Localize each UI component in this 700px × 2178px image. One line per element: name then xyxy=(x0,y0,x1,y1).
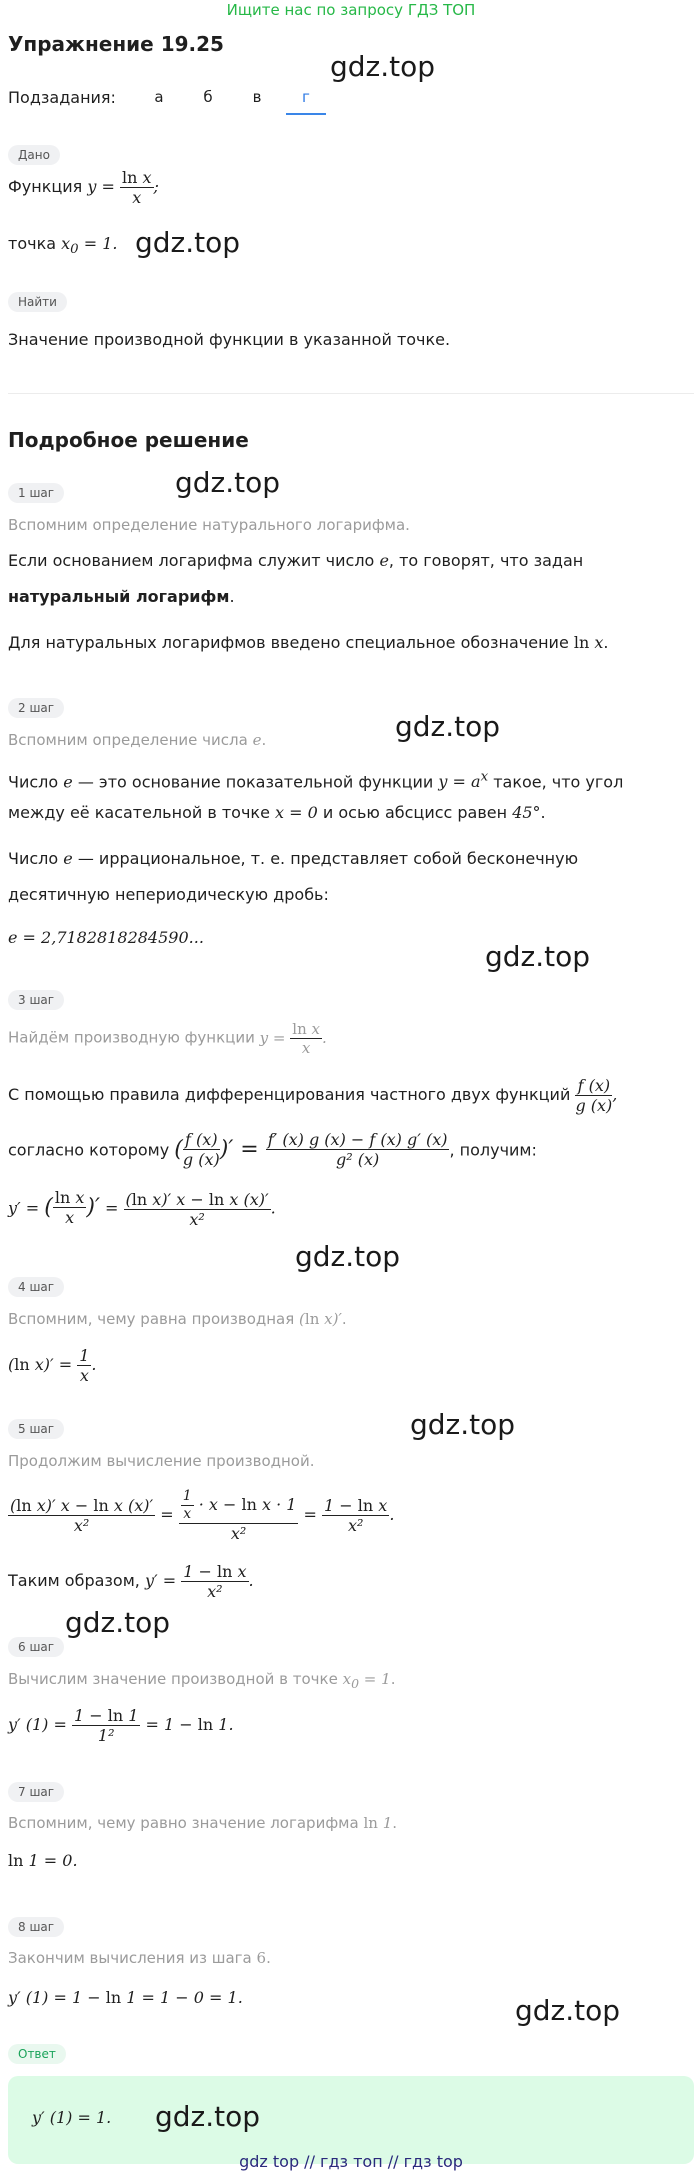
given-point: точка $x_0 = 1$. xyxy=(8,234,118,258)
step-5-thus: Таким образом, y′ = $\frac{\text{1 − ln x}}{\text{x²}}$ . xyxy=(8,1562,254,1602)
given-chip: Дано xyxy=(8,145,60,165)
step-5-chip: 5 шаг xyxy=(8,1419,64,1439)
watermark: gdz.top xyxy=(515,1994,621,2027)
step-8-chip: 8 шаг xyxy=(8,1917,64,1937)
step-2-p1: Число e — это основание показательной функции $y = a^x$ такое, что угол xyxy=(8,770,624,792)
subtask-tabs xyxy=(8,82,694,116)
step-2-p2: между её касательной в точке x = 0 и осью абсцисс равен 45°. xyxy=(8,803,546,822)
e-value: e = 2,7182818284590... xyxy=(8,928,204,947)
tab-b[interactable]: б xyxy=(203,88,213,106)
step-8-formula: y′ (1) = 1 − ln 1 = 1 − 0 = 1. xyxy=(8,1988,243,2007)
step-3-hint: Найдём производную функции y = $\frac{\text{ln x}}{x}$ . xyxy=(8,1020,327,1057)
step-3-p2: согласно которому ( $\frac{f (x)}{g (x)}$ )′ = $\frac{f' (x) g (x) - f (x) g' (x)}{\text{g² (x)}}$ , получим: xyxy=(8,1130,537,1170)
step-2-p3: Число e — иррациональное, т. е. представляет собой бесконечную xyxy=(8,849,579,868)
watermark: gdz.top xyxy=(135,226,241,259)
step-7-hint: Вспомним, чему равно значение логарифма ln 1. xyxy=(8,1814,398,1832)
answer-box xyxy=(8,2076,694,2164)
step-2-hint: Вспомним определение числа e. xyxy=(8,731,267,749)
step-4-chip: 4 шаг xyxy=(8,1277,64,1297)
step-4-hint: Вспомним, чему равна производная (ln x)′. xyxy=(8,1310,347,1328)
watermark: gdz.top xyxy=(410,1408,516,1441)
watermark: gdz.top xyxy=(485,940,591,973)
subtasks-label: Подзадания: xyxy=(8,88,116,107)
active-tab-indicator xyxy=(286,113,326,115)
step-1-p2: Для натуральных логарифмов введено специальное обозначение ln x. xyxy=(8,633,609,652)
step-1-p1: Если основанием логарифма служит число e, то говорят, что задан xyxy=(8,551,584,570)
answer-formula: y′ (1) = 1. xyxy=(32,2108,112,2127)
find-chip: Найти xyxy=(8,292,67,312)
step-1-chip: 1 шаг xyxy=(8,483,64,503)
tab-a[interactable]: а xyxy=(154,88,164,106)
watermark: gdz.top xyxy=(330,50,436,83)
watermark: gdz.top xyxy=(175,466,281,499)
step-6-formula: y′ (1) = $\frac{1 - \ln 1}{\text{1²}}$ = 1 − ln 1. xyxy=(8,1706,234,1746)
tab-g[interactable]: г xyxy=(302,88,310,106)
step-1-p1-cont: натуральный логарифм. xyxy=(8,587,235,606)
step-5-hint: Продолжим вычисление производной. xyxy=(8,1452,315,1470)
step-3-formula: y′ = ( $\frac{\text{ln x}}{x}$ )′ = $\frac{\text{(ln x)′ x − ln x (x)′}}{\text{x²}}$ . xyxy=(8,1188,276,1229)
divider xyxy=(8,393,694,394)
solution-title: Подробное решение xyxy=(8,428,249,452)
step-6-chip: 6 шаг xyxy=(8,1637,64,1657)
step-8-hint: Закончим вычисления из шага 6. xyxy=(8,1949,271,1967)
top-banner[interactable]: Ищите нас по запросу ГДЗ ТОП xyxy=(226,1,476,19)
watermark: gdz.top xyxy=(295,1240,401,1273)
step-7-chip: 7 шаг xyxy=(8,1782,64,1802)
given-function: Функция y = $\frac{\text{ln x}}{x}$ ; xyxy=(8,168,159,208)
answer-chip: Ответ xyxy=(8,2044,66,2064)
page-title: Упражнение 19.25 xyxy=(8,32,224,56)
watermark: gdz.top xyxy=(395,710,501,743)
tab-v[interactable]: в xyxy=(252,88,262,106)
step-3-chip: 3 шаг xyxy=(8,990,64,1010)
step-6-hint: Вычислим значение производной в точке $x_0 = 1$. xyxy=(8,1670,396,1691)
step-4-formula: (ln x)′ = $\frac{1}{x}$ . xyxy=(8,1346,97,1386)
step-5-formula: $\frac{\text{(ln x)′ x − ln x (x)′}}{\text{x²}}$ = $\frac{1}{x}$ · x − ln x · 1 x² = $\frac{\text{1 − ln x}}{\text{x²}}$ . xyxy=(10,1488,395,1543)
step-2-p4: десятичную непериодическую дробь: xyxy=(8,885,329,904)
step-1-hint: Вспомним определение натурального логарифма. xyxy=(8,516,410,534)
footer-links[interactable]: gdz top // гдз топ // гдз top xyxy=(239,2152,463,2171)
find-text: Значение производной функции в указанной точке. xyxy=(8,330,451,349)
step-2-chip: 2 шаг xyxy=(8,698,64,718)
watermark: gdz.top xyxy=(155,2100,261,2133)
watermark: gdz.top xyxy=(65,1606,171,1639)
step-3-p1: С помощью правила дифференцирования частного двух функций $\frac{f (x)}{g (x)}$ , xyxy=(8,1076,618,1116)
step-7-formula: ln 1 = 0. xyxy=(8,1851,78,1870)
